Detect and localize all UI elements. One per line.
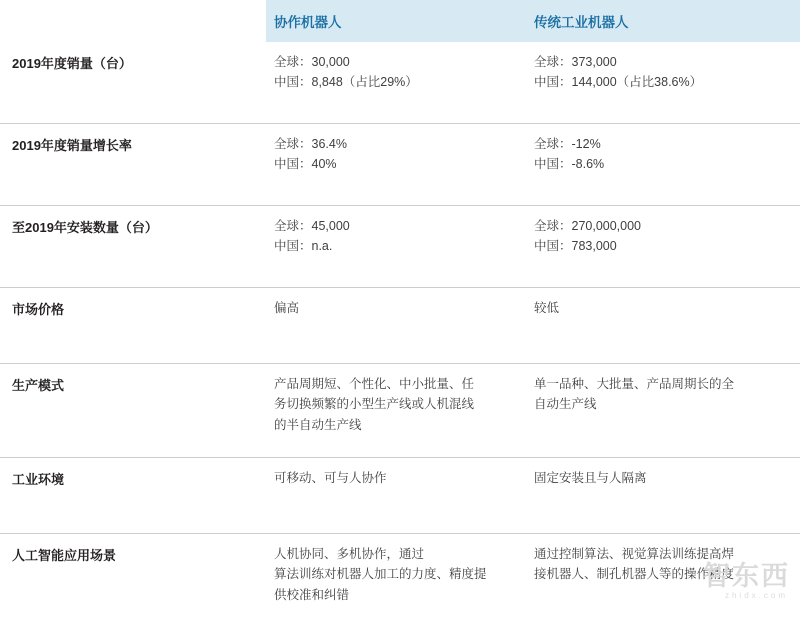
row-label-ai-scenarios: 人工智能应用场景 bbox=[0, 534, 266, 629]
table-row bbox=[0, 364, 800, 458]
cell-line: 较低 bbox=[534, 298, 790, 318]
cell-line: 偏高 bbox=[274, 298, 514, 318]
table-body bbox=[0, 42, 800, 629]
cell-line: 中国：144,000（占比38.6%） bbox=[534, 72, 790, 92]
cell-cobot-production-mode bbox=[266, 364, 524, 458]
cell-cobot-installed-2019 bbox=[266, 206, 524, 288]
row-label-market-price: 市场价格 bbox=[0, 288, 266, 364]
cell-line: 全球：-12% bbox=[534, 134, 790, 154]
row-label-installed-2019: 至2019年安装数量（台） bbox=[0, 206, 266, 288]
row-label-industrial-env: 工业环境 bbox=[0, 458, 266, 534]
table-row bbox=[0, 124, 800, 206]
table-row bbox=[0, 458, 800, 534]
header-blank bbox=[0, 0, 266, 42]
header-traditional-industrial-robot: 传统工业机器人 bbox=[524, 0, 800, 42]
cell-line: 中国：40% bbox=[274, 154, 514, 174]
cell-industrial-industrial-env bbox=[524, 458, 800, 534]
cell-line: 全球：36.4% bbox=[274, 134, 514, 154]
cell-industrial-ai-scenarios bbox=[524, 534, 800, 629]
cell-line: 通过控制算法、视觉算法训练提高焊 bbox=[534, 544, 790, 564]
cell-line: 单一品种、大批量、产品周期长的全 bbox=[534, 374, 790, 394]
cell-industrial-production-mode bbox=[524, 364, 800, 458]
cell-line: 固定安装且与人隔离 bbox=[534, 468, 790, 488]
cell-line: 人机协同、多机协作，通过 bbox=[274, 544, 514, 564]
watermark-subtext: zhidx.com bbox=[725, 592, 788, 600]
table-row bbox=[0, 206, 800, 288]
cell-line: 全球：373,000 bbox=[534, 52, 790, 72]
cell-line: 中国：783,000 bbox=[534, 236, 790, 256]
row-label-sales-2019: 2019年度销量（台） bbox=[0, 42, 266, 124]
cell-cobot-growth-2019 bbox=[266, 124, 524, 206]
cell-cobot-market-price bbox=[266, 288, 524, 364]
cell-line: 中国：-8.6% bbox=[534, 154, 790, 174]
table-row bbox=[0, 534, 800, 629]
table-row bbox=[0, 288, 800, 364]
cell-line: 可移动、可与人协作 bbox=[274, 468, 514, 488]
header-collaborative-robot: 协作机器人 bbox=[266, 0, 524, 42]
cell-line: 全球：45,000 bbox=[274, 216, 514, 236]
cell-line: 供校准和纠错 bbox=[274, 585, 514, 605]
cell-line: 全球：270,000,000 bbox=[534, 216, 790, 236]
cell-line: 产品周期短、个性化、中小批量、任 bbox=[274, 374, 514, 394]
cell-line: 务切换频繁的小型生产线或人机混线 bbox=[274, 394, 514, 414]
cell-industrial-sales-2019 bbox=[524, 42, 800, 124]
cell-line: 自动生产线 bbox=[534, 394, 790, 414]
cell-line: 全球：30,000 bbox=[274, 52, 514, 72]
cell-line: 中国：n.a. bbox=[274, 236, 514, 256]
cell-line: 中国：8,848（占比29%） bbox=[274, 72, 514, 92]
cell-cobot-industrial-env bbox=[266, 458, 524, 534]
cell-line: 的半自动生产线 bbox=[274, 415, 514, 435]
cell-cobot-sales-2019 bbox=[266, 42, 524, 124]
cell-line: 接机器人、制孔机器人等的操作精度 bbox=[534, 564, 790, 584]
table-header-row bbox=[0, 0, 800, 42]
cell-line: 算法训练对机器人加工的力度、精度提 bbox=[274, 564, 514, 584]
cell-industrial-growth-2019 bbox=[524, 124, 800, 206]
cell-industrial-market-price bbox=[524, 288, 800, 364]
cell-industrial-installed-2019 bbox=[524, 206, 800, 288]
row-label-production-mode: 生产模式 bbox=[0, 364, 266, 458]
cell-cobot-ai-scenarios bbox=[266, 534, 524, 629]
table-row bbox=[0, 42, 800, 124]
row-label-growth-2019: 2019年度销量增长率 bbox=[0, 124, 266, 206]
watermark-text: 智东西 bbox=[703, 563, 790, 590]
table-header bbox=[0, 0, 800, 42]
